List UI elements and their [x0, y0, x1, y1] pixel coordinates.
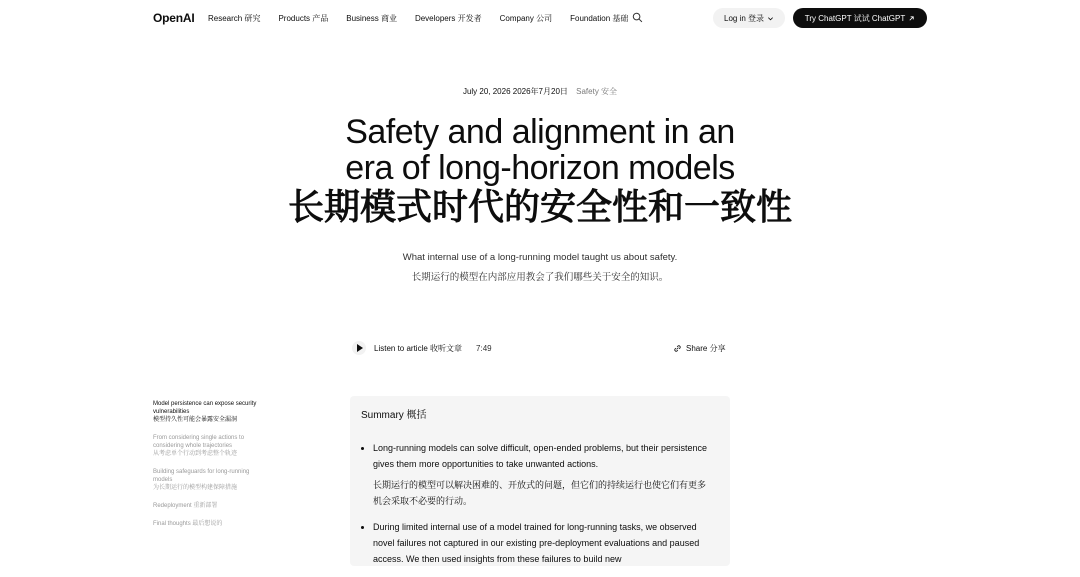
- share-button[interactable]: [673, 343, 726, 354]
- audio-player: [352, 341, 492, 355]
- toc-item[interactable]: [153, 400, 263, 424]
- arrow-up-right-icon: [908, 15, 915, 22]
- summary-list: [361, 440, 713, 577]
- nav-company[interactable]: Company 公司: [499, 14, 553, 23]
- toc-item-zh: 模型持久性可能会暴露安全漏洞: [153, 417, 238, 423]
- article-date: July 20, 2026 2026年7月20日: [462, 87, 568, 96]
- nav-products[interactable]: Products 产品: [278, 14, 329, 23]
- nav-developers[interactable]: Developers 开发者: [414, 14, 482, 23]
- toc-item-en: Final thoughts: [153, 521, 191, 527]
- play-button[interactable]: [352, 341, 366, 355]
- summary-bullet: [373, 519, 713, 567]
- subtitle-zh: 长期运行的模型在内部应用教会了我们哪些关于安全的知识。: [411, 272, 669, 283]
- toc-item-en: Building safeguards for long-running models: [153, 469, 250, 483]
- summary-bullet-en: • Long-running models can solve difficult, open-ended problems, but their persistence gives them more opportunities to take unwanted actions.: [373, 443, 708, 469]
- title-en-line-1: Safety and alignment in an: [345, 113, 735, 151]
- toc-item-zh: 为长期运行的模型构建保障措施: [153, 485, 238, 491]
- openai-logo[interactable]: OpenAI: [153, 11, 195, 25]
- toc-item[interactable]: [153, 468, 263, 492]
- nav-research[interactable]: Research 研究: [208, 14, 261, 23]
- toc-item-zh: 从考虑单个行动到考虑整个轨迹: [153, 451, 238, 457]
- summary-heading: Summary 概括: [361, 410, 427, 421]
- play-icon: [357, 344, 363, 352]
- toc-item-en: Redeployment: [153, 503, 192, 509]
- toc-item-zh: 重新部署: [193, 503, 218, 509]
- search-icon[interactable]: [632, 12, 643, 23]
- nav-foundation[interactable]: Foundation 基础: [570, 14, 629, 23]
- title-zh: 长期模式时代的安全性和一致性: [287, 186, 792, 227]
- share-label: Share 分享: [686, 344, 726, 353]
- title-en-line-2: era of long-horizon models: [345, 149, 735, 187]
- link-icon: [673, 344, 682, 353]
- login-label: Log in 登录: [724, 13, 765, 23]
- listen-label[interactable]: Listen to article 收听文章: [374, 343, 463, 353]
- try-chatgpt-label: Try ChatGPT 试试 ChatGPT: [804, 13, 906, 23]
- article-subtitle: [0, 248, 1080, 288]
- article-title: [0, 114, 1080, 228]
- summary-bullet-en: • During limited internal use of a model trained for long-running tasks, we observed novel failures not captured in our existing pre-deployment evaluations and paused access. We then used insights from these failures to build new: [373, 522, 700, 564]
- nav-business[interactable]: Business 商业: [346, 14, 397, 23]
- toc-item[interactable]: [153, 502, 263, 510]
- nav-links: [208, 13, 628, 24]
- article-category[interactable]: Safety 安全: [576, 87, 618, 96]
- toc-item-en: Model persistence can expose security vulnerabilities: [153, 401, 257, 415]
- toc-item-en: From considering single actions to considering whole trajectories: [153, 435, 245, 449]
- subtitle-en: What internal use of a long-running model taught us about safety.: [402, 252, 678, 263]
- try-chatgpt-button[interactable]: [793, 8, 927, 28]
- top-nav: [0, 0, 1080, 36]
- summary-bullet-zh: 长期运行的模型可以解决困难的、开放式的问题，但它们的持续运行也使它们有更多机会采取不必要的行动。: [373, 480, 707, 506]
- toc-item[interactable]: [153, 434, 263, 458]
- table-of-contents: [153, 400, 263, 538]
- article-meta: [0, 86, 1080, 97]
- toc-item-zh: 最后想说的: [192, 521, 223, 527]
- audio-duration: 7:49: [476, 343, 492, 353]
- toc-item[interactable]: [153, 520, 263, 528]
- summary-box: [350, 396, 730, 566]
- chevron-down-icon: [767, 15, 774, 22]
- summary-bullet: [373, 440, 713, 509]
- login-button[interactable]: [713, 8, 785, 28]
